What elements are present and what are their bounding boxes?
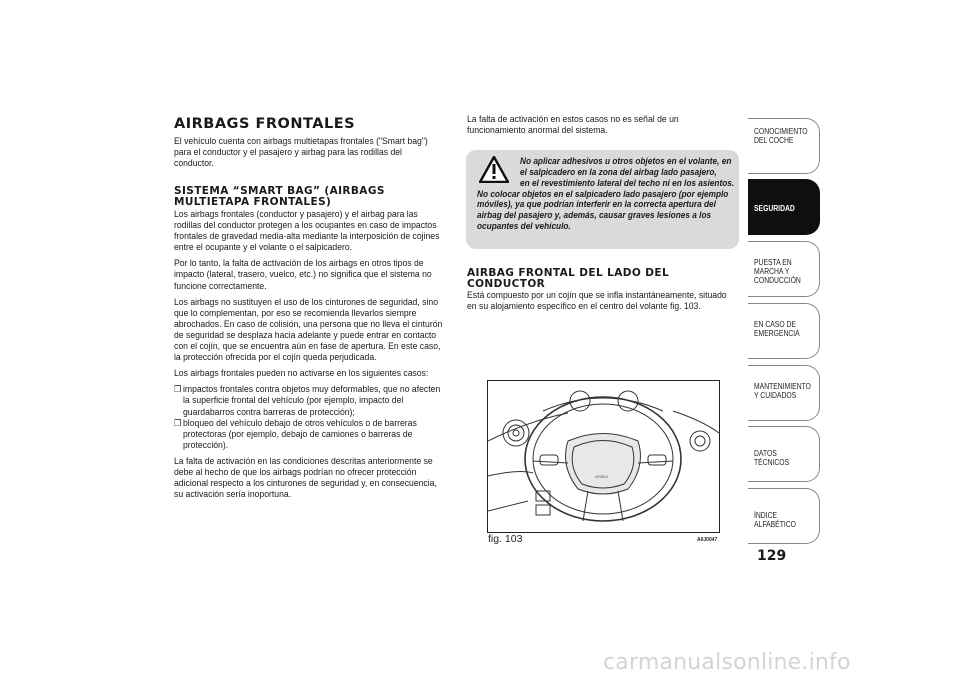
figure-label: fig. 103 <box>488 533 523 545</box>
intro-paragraph <box>174 136 444 174</box>
checkbox-bullet-icon: ❒ <box>174 384 182 395</box>
paragraph: Los airbags no sustituyen el uso de los cinturones de seguridad, sino que lo complementan, por eso se recomienda llevarlos siempre abrochados. En caso de colisión, una persona que no lleva el cinturón de seguridad se desplaza hacia adelante y puede entrar en contacto con el cojín, que se encuentra aún en fase de apertura. En este caso, la protección ofrecida por el cojín queda perjudicada. <box>174 296 443 364</box>
left-body <box>174 209 444 505</box>
tab-datos-tecnicos[interactable] <box>748 426 820 482</box>
section-title: AIRBAGS FRONTALES <box>174 116 356 132</box>
paragraph: Por lo tanto, la falta de activación de los airbags en otros tipos de impacto (lateral, trasero, vuelco, etc.) no significa que el sistema no funcione correctamente. <box>174 258 432 292</box>
figure-steering-wheel <box>487 380 720 533</box>
warning-text-top: No aplicar adhesivos u otros objetos en el volante, en el salpicadero en la zona del airbag lado pasajero, en el revestimiento lateral del techo ni en los asientos. <box>520 156 735 188</box>
paragraph: La falta de activación en estos casos no es señal de un funcionamiento anormal del sistema. <box>467 114 679 137</box>
tab-label: SEGURIDAD <box>754 204 795 213</box>
tab-label: DATOS TÉCNICOS <box>754 449 790 467</box>
paragraph: La falta de activación en las condiciones descritas anteriormente se debe al hecho de que los airbags podrían no ofrecer protección adicional respecto a los cinturones de seguridad y, en consecuencia, su activación sería inoportuna. <box>174 455 437 501</box>
figure-code: A0J0047 <box>697 537 718 543</box>
right-intro <box>467 114 735 141</box>
tab-conocimiento-del-coche[interactable] <box>748 118 820 174</box>
airbag-label: AIRBAG <box>595 475 609 479</box>
tab-label: ÍNDICE ALFABÉTICO <box>754 511 796 529</box>
tab-label: PUESTA EN MARCHA Y CONDUCCIÓN <box>754 258 801 285</box>
page-number: 129 <box>757 548 787 564</box>
tab-label: CONOCIMIENTO DEL COCHE <box>754 127 808 145</box>
tab-indice-alfabetico[interactable] <box>748 488 820 544</box>
tab-label: EN CASO DE EMERGENCIA <box>754 320 800 338</box>
steering-wheel-illustration <box>488 381 719 532</box>
warning-icon <box>479 156 509 183</box>
subsection-title <box>174 186 385 208</box>
list-item-text: bloqueo del vehículo debajo de otros vehículos o de barreras protectoras (por ejemplo, debajo de camiones o barreras de protección). <box>183 417 417 451</box>
driver-airbag-title-line2: CONDUCTOR <box>467 278 546 290</box>
paragraph: Los airbags frontales (conductor y pasajero) y el airbag para las rodillas del conductor protegen a los ocupantes en caso de impactos frontales de gravedad media-alta mediante la interposición de cojines entre el ocupante y el volante o el salpicadero. <box>174 209 440 254</box>
tab-puesta-en-marcha[interactable] <box>748 241 820 297</box>
paragraph: Los airbags frontales pueden no activarse en los siguientes casos: <box>174 368 429 380</box>
warning-box <box>466 150 739 249</box>
watermark: carmanualsonline.info <box>603 650 851 675</box>
driver-airbag-title-line1: AIRBAG FRONTAL DEL LADO DEL <box>467 267 670 279</box>
intro-text: El vehículo cuenta con airbags multietapas frontales ("Smart bag") para el conductor y el pasajero y airbag para las rodillas del conductor. <box>174 136 428 170</box>
checkbox-bullet-icon: ❒ <box>174 417 182 428</box>
driver-airbag-title <box>467 268 669 290</box>
list-item <box>174 384 444 417</box>
tab-mantenimiento[interactable] <box>748 365 820 421</box>
right-body <box>467 290 737 317</box>
list-item <box>174 418 444 451</box>
subsection-title-line2: MULTIETAPA FRONTALES) <box>174 196 332 208</box>
tab-label: MANTENIMIENTO Y CUIDADOS <box>754 382 811 400</box>
warning-text-bottom: No colocar objetos en el salpicadero lado pasajero (por ejemplo móviles), ya que podrían interferir en la correcta apertura del airbag del pasajero y, además, causar graves lesiones a los ocupantes del vehículo. <box>477 188 729 231</box>
list-item-text: impactos frontales contra objetos muy deformables, que no afecten la superficie frontal del vehículo (por ejemplo, impacto del guardabarros contra barreras de protección); <box>183 384 441 418</box>
subsection-title-line1: SISTEMA “SMART BAG” (AIRBAGS <box>174 185 385 197</box>
tab-en-caso-de-emergencia[interactable] <box>748 303 820 359</box>
paragraph: Está compuesto por un cojín que se infla instantáneamente, situado en su alojamiento específico en el centro del volante fig. 103. <box>467 290 727 313</box>
tab-seguridad[interactable] <box>748 179 820 235</box>
